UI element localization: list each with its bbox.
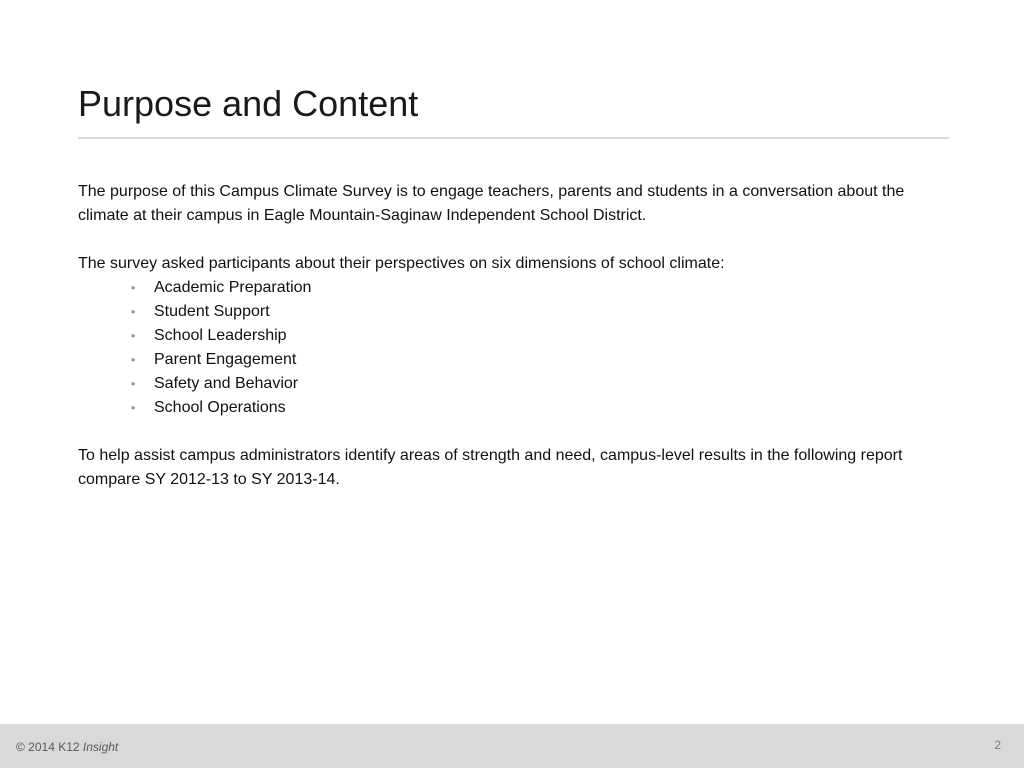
slide-body [78,180,948,492]
footer-copyright [16,739,118,755]
dimensions-list [78,276,948,420]
bullet-icon: • [131,353,136,367]
purpose-paragraph: The purpose of this Campus Climate Survey is to engage teachers, parents and students in a conversation about the climate at their campus in Eagle Mountain-Saginaw Independent School District. [78,183,905,224]
page-number: 2 [994,738,1001,752]
list-item [131,396,948,420]
slide-title: Purpose and Content [78,83,419,124]
list-item-label: School Leadership [154,327,287,344]
list-item-label: School Operations [154,399,286,416]
list-item [131,324,948,348]
bullet-icon: • [131,401,136,415]
list-item-label: Safety and Behavior [154,375,299,392]
list-item [131,276,948,300]
list-item-label: Student Support [154,303,270,320]
bullet-icon: • [131,329,136,343]
list-item [131,348,948,372]
copyright-text: © 2014 K12 [16,740,80,754]
bullet-icon: • [131,305,136,319]
list-item [131,372,948,396]
paragraph-spacer [78,228,948,252]
bullet-icon: • [131,281,136,295]
paragraph-spacer [78,420,948,444]
list-item [131,300,948,324]
list-item-label: Academic Preparation [154,279,312,296]
footer-bar [0,724,1024,768]
list-item-label: Parent Engagement [154,351,297,368]
results-paragraph: To help assist campus administrators identify areas of strength and need, campus-level results in the following report compare SY 2012-13 to SY 2013-14. [78,447,903,488]
brand-name-italic: Insight [82,740,119,754]
bullet-icon: • [131,377,136,391]
title-divider [78,137,949,139]
dimensions-intro-paragraph: The survey asked participants about their perspectives on six dimensions of school climate: [78,255,725,272]
